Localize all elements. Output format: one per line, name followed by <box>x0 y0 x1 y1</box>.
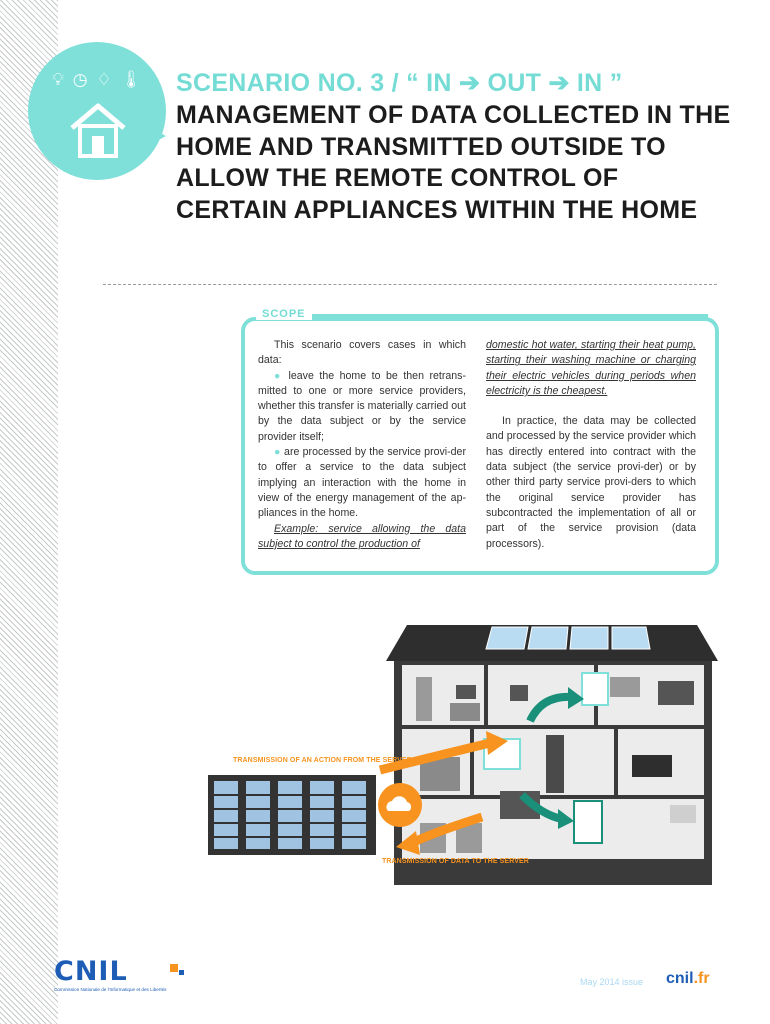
site-tld: .fr <box>693 970 710 987</box>
logo-square-blue <box>179 970 184 975</box>
server-rack <box>208 775 376 855</box>
issue-date: May 2014 issue <box>580 977 644 987</box>
scope-bullet-1 <box>258 369 466 445</box>
house-icon <box>68 102 128 158</box>
scope-column-left <box>258 338 466 552</box>
badge-tail <box>140 122 166 150</box>
thermometer-icon: 🌡︎ <box>120 70 142 89</box>
badge-icons <box>52 70 142 90</box>
site-main: cnil <box>666 970 694 987</box>
site-link[interactable] <box>666 970 710 988</box>
label-action-from-server: TRANSMISSION OF AN ACTION FROM THE SERVER <box>233 757 412 764</box>
scope-label: SCOPE <box>256 308 312 320</box>
scope-bullet-2 <box>258 445 466 521</box>
logo-square-orange <box>170 964 178 972</box>
bulb-icon: 💡︎ <box>52 70 64 89</box>
bullet-2-text: are processed by the service provi-der to offer a service to the data subject implying an interaction with the home in view of the energy management of the ap-pliances in the home. <box>258 446 466 520</box>
bullet-icon: ● <box>274 369 283 382</box>
label-data-to-server: TRANSMISSION OF DATA TO THE SERVER <box>382 858 529 865</box>
home-server-illustration <box>170 615 730 885</box>
logo-text: CNIL <box>54 956 128 987</box>
scope-example-continued: domestic hot water, starting their heat pump, starting their washing machine or charging their electric vehicles during periods when electricity is the cheapest. <box>486 339 696 397</box>
scenario-heading: SCENARIO NO. 3 / “ IN ➔ OUT ➔ IN ” <box>176 69 623 97</box>
divider <box>103 284 717 285</box>
scope-bar <box>312 314 708 318</box>
clock-icon: ◷ <box>72 70 88 89</box>
logo-subtitle: Commission Nationale de l'Informatique et des Libertés <box>54 987 167 992</box>
drop-icon: ♢ <box>96 70 112 89</box>
scope-intro: This scenario covers cases in which data: <box>258 339 466 367</box>
page-title: MANAGEMENT OF DATA COLLECTED IN THE HOME AND TRANSMITTED OUTSIDE TO ALLOW THE REMOTE CONTROL OF CERTAIN APPLIANCES WITHIN THE HOME <box>176 101 731 224</box>
scope-practice: In practice, the data may be collected and processed by the service provider which has directly entered into contract with the data subject (the service provi-der) or by other third party service provi-ders to which the original service provider has subcontracted the implementation of all or part of the service provision (data processors). <box>486 415 696 550</box>
bullet-1-text: leave the home to be then retrans-mitted to one or more service providers, whether this transfer is materially carried out by the data subject or by the service provider itself; <box>258 369 466 443</box>
scope-column-right <box>486 338 696 552</box>
scope-example: Example: service allowing the data subject to control the production of <box>258 522 466 550</box>
bullet-icon: ● <box>274 446 281 459</box>
cnil-logo <box>54 958 194 998</box>
